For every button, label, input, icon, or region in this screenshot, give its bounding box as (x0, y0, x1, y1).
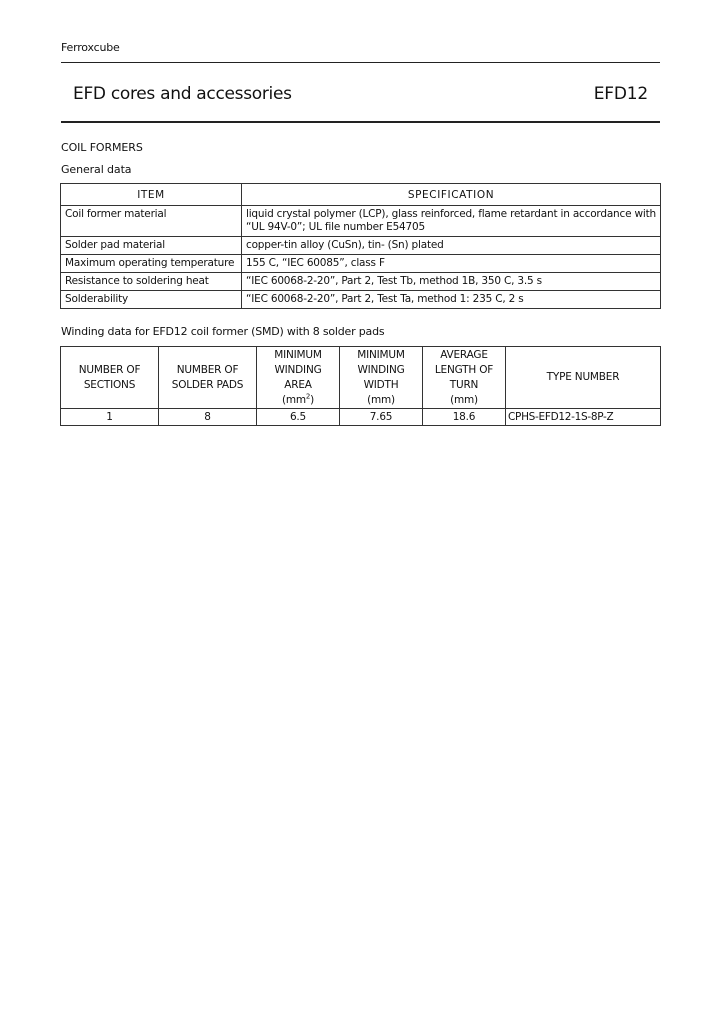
spec-cell: 155 C, “IEC 60085”, class F (242, 255, 661, 273)
area-cell: 6.5 (257, 409, 340, 426)
table-row (61, 291, 661, 309)
header-solder-pads: NUMBER OF SOLDER PADS (159, 347, 257, 409)
header-specification: SPECIFICATION (242, 184, 661, 206)
table-header-row (61, 347, 661, 409)
table-header-row (61, 184, 661, 206)
header-type-number: TYPE NUMBER (506, 347, 661, 409)
spec-cell: copper-tin alloy (CuSn), tin- (Sn) plated (242, 237, 661, 255)
width-cell: 7.65 (340, 409, 423, 426)
general-data-table (60, 183, 661, 309)
header-length-of-turn: AVERAGE LENGTH OF TURN (mm) (423, 347, 506, 409)
company-name: Ferroxcube (61, 41, 120, 54)
title-rule (61, 121, 660, 123)
item-cell: Coil former material (61, 206, 242, 237)
item-cell: Resistance to soldering heat (61, 273, 242, 291)
product-code: EFD12 (593, 84, 648, 104)
table-row (61, 255, 661, 273)
spec-cell: liquid crystal polymer (LCP), glass reinforced, flame retardant in accordance with “UL 94V-0”; UL file number E54705 (242, 206, 661, 237)
section-title: COIL FORMERS (61, 141, 143, 154)
table-row (61, 206, 661, 237)
table-row (61, 409, 661, 426)
item-cell: Maximum operating temperature (61, 255, 242, 273)
header-winding-width: MINIMUM WINDING WIDTH (mm) (340, 347, 423, 409)
spec-cell: “IEC 60068-2-20”, Part 2, Test Ta, method 1: 235 C, 2 s (242, 291, 661, 309)
winding-data-table (60, 346, 661, 426)
winding-data-caption: Winding data for EFD12 coil former (SMD) with 8 solder pads (61, 325, 385, 338)
item-cell: Solder pad material (61, 237, 242, 255)
general-data-caption: General data (61, 163, 132, 176)
header-rule (61, 62, 660, 63)
page-title: EFD cores and accessories (73, 84, 292, 104)
header-sections: NUMBER OF SECTIONS (61, 347, 159, 409)
turn-cell: 18.6 (423, 409, 506, 426)
table-row (61, 273, 661, 291)
item-cell: Solderability (61, 291, 242, 309)
spec-cell: “IEC 60068-2-20”, Part 2, Test Tb, method 1B, 350 C, 3.5 s (242, 273, 661, 291)
header-winding-area: MINIMUM WINDING AREA $(mm^2)$ (257, 347, 340, 409)
table-row (61, 237, 661, 255)
type-number-cell: CPHS-EFD12-1S-8P-Z (506, 409, 661, 426)
pads-cell: 8 (159, 409, 257, 426)
sections-cell: 1 (61, 409, 159, 426)
header-item: ITEM (61, 184, 242, 206)
